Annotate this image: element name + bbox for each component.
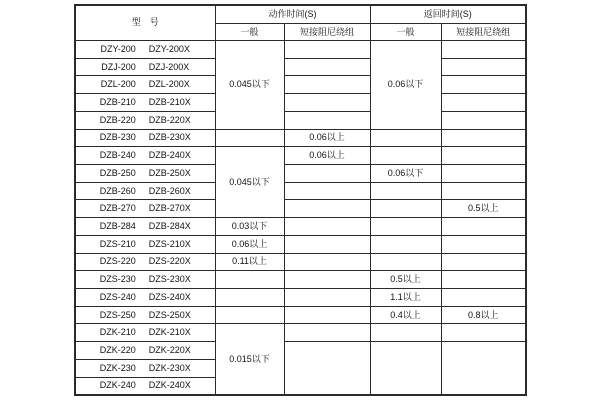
- action-time-group-header: 动作时间(S): [215, 5, 370, 24]
- model-name: DZB-240: [99, 150, 136, 161]
- value-cell-return-general: [370, 253, 441, 271]
- model-cell: [75, 342, 215, 360]
- model-name-x: DZB-260X: [148, 185, 191, 196]
- model-name: DZB-250: [99, 167, 136, 178]
- value-cell-return-general: [370, 182, 441, 200]
- value-cell-action-damping: [284, 306, 370, 324]
- value-cell-return-general: [370, 235, 441, 253]
- value-cell-return-general: 0.5以上: [370, 271, 441, 289]
- return-general-header: 一般: [370, 24, 441, 41]
- header-row-groups: [75, 5, 526, 24]
- value-cell-return-damping: [441, 218, 526, 236]
- value-cell-return-damping: 0.8以上: [441, 306, 526, 324]
- value-cell-return-general: [370, 218, 441, 236]
- model-name-x: DZB-284X: [148, 220, 191, 231]
- table-row: [75, 164, 526, 182]
- model-name-x: DZB-230X: [148, 132, 191, 143]
- value-cell-action-damping: [284, 200, 370, 218]
- model-name: DZK-240: [99, 380, 136, 391]
- model-cell: [75, 111, 215, 129]
- value-cell-action-general: [215, 271, 284, 289]
- model-cell: [75, 58, 215, 76]
- model-cell: [75, 182, 215, 200]
- value-cell-action-damping: [284, 111, 370, 129]
- value-cell-action-damping: [284, 94, 370, 112]
- model-cell: [75, 200, 215, 218]
- value-cell-action-damping: 0.06以上: [284, 147, 370, 165]
- model-name-x: DZL-200X: [148, 79, 190, 90]
- value-cell-return-general: [370, 324, 441, 342]
- value-cell-return-general: 0.06以下: [370, 40, 441, 129]
- value-cell-return-damping: [441, 164, 526, 182]
- value-cell-return-damping: [441, 129, 526, 147]
- model-header-cell: 型 号: [75, 5, 215, 40]
- action-damping-header: 短接阻尼绕组: [284, 24, 370, 41]
- table-row: [75, 94, 526, 112]
- value-cell-return-damping: [441, 76, 526, 94]
- table-row: [75, 235, 526, 253]
- value-cell-action-general: [215, 289, 284, 307]
- table-row: [75, 342, 526, 360]
- return-damping-header: 短接阻尼绕组: [441, 24, 526, 41]
- model-cell: [75, 40, 215, 58]
- value-cell-action-general: 0.11以上: [215, 253, 284, 271]
- value-cell-action-damping: [284, 342, 370, 395]
- value-cell-action-general: 0.045以下: [215, 147, 284, 218]
- model-name: DZJ-200: [101, 61, 136, 72]
- value-cell-action-damping: [284, 58, 370, 76]
- model-name: DZB-270: [99, 203, 136, 214]
- value-cell-return-general: [370, 147, 441, 165]
- model-cell: [75, 147, 215, 165]
- value-cell-return-general: 1.1以上: [370, 289, 441, 307]
- value-cell-return-general: [370, 200, 441, 218]
- value-cell-action-damping: [284, 76, 370, 94]
- table-row: [75, 111, 526, 129]
- model-cell: [75, 164, 215, 182]
- model-cell: [75, 359, 215, 377]
- model-name: DZS-240: [99, 291, 136, 302]
- model-name: DZB-284: [99, 220, 136, 231]
- model-name: DZS-230: [99, 274, 136, 285]
- model-name-x: DZB-250X: [148, 167, 191, 178]
- model-cell: [75, 129, 215, 147]
- value-cell-action-damping: [284, 218, 370, 236]
- table-row: [75, 40, 526, 58]
- relay-spec-table: [74, 4, 527, 396]
- model-name: DZB-260: [99, 185, 136, 196]
- value-cell-action-general: 0.06以上: [215, 235, 284, 253]
- table-row: [75, 76, 526, 94]
- model-name-x: DZK-230X: [148, 362, 191, 373]
- value-cell-return-damping: [441, 182, 526, 200]
- value-cell-action-general: 0.045以下: [215, 40, 284, 129]
- value-cell-return-damping: [441, 40, 526, 58]
- value-cell-action-damping: [284, 289, 370, 307]
- value-cell-return-damping: [441, 253, 526, 271]
- value-cell-return-damping: [441, 342, 526, 395]
- model-name-x: DZK-220X: [148, 345, 191, 356]
- return-time-group-header: 返回时间(S): [370, 5, 526, 24]
- value-cell-action-damping: [284, 182, 370, 200]
- table-row: [75, 306, 526, 324]
- table-row: [75, 200, 526, 218]
- model-name-x: DZS-210X: [148, 238, 191, 249]
- value-cell-return-damping: [441, 111, 526, 129]
- model-name: DZB-220: [99, 114, 136, 125]
- value-cell-action-damping: [284, 253, 370, 271]
- table-row: [75, 289, 526, 307]
- model-name: DZB-210: [99, 96, 136, 107]
- table-row: [75, 129, 526, 147]
- table-row: [75, 182, 526, 200]
- value-cell-return-damping: [441, 147, 526, 165]
- model-name: DZL-200: [100, 79, 136, 90]
- value-cell-action-general: [215, 129, 284, 147]
- value-cell-action-damping: 0.06以上: [284, 129, 370, 147]
- value-cell-action-general: 0.015以下: [215, 324, 284, 395]
- value-cell-return-general: [370, 342, 441, 395]
- model-cell: [75, 306, 215, 324]
- model-cell: [75, 218, 215, 236]
- value-cell-return-damping: [441, 58, 526, 76]
- model-cell: [75, 235, 215, 253]
- value-cell-action-damping: [284, 40, 370, 58]
- model-name-x: DZB-220X: [148, 114, 191, 125]
- table-row: [75, 147, 526, 165]
- table-row: [75, 218, 526, 236]
- model-name: DZK-220: [99, 345, 136, 356]
- table-row: [75, 253, 526, 271]
- model-name-x: DZB-240X: [148, 150, 191, 161]
- model-name-x: DZJ-200X: [148, 61, 190, 72]
- model-name-x: DZY-200X: [148, 43, 190, 54]
- value-cell-return-general: 0.4以上: [370, 306, 441, 324]
- model-name: DZB-230: [99, 132, 136, 143]
- model-cell: [75, 94, 215, 112]
- value-cell-return-damping: [441, 271, 526, 289]
- model-name: DZK-210: [99, 327, 136, 338]
- model-name: DZS-250: [99, 309, 136, 320]
- table-row: [75, 271, 526, 289]
- table-row: [75, 324, 526, 342]
- value-cell-action-damping: [284, 324, 370, 342]
- model-name-x: DZS-250X: [148, 309, 191, 320]
- value-cell-return-damping: [441, 324, 526, 342]
- model-cell: [75, 271, 215, 289]
- value-cell-return-damping: [441, 235, 526, 253]
- action-general-header: 一般: [215, 24, 284, 41]
- value-cell-return-damping: [441, 289, 526, 307]
- model-name-x: DZK-240X: [148, 380, 191, 391]
- model-name: DZK-230: [99, 362, 136, 373]
- model-name-x: DZB-210X: [148, 96, 191, 107]
- model-cell: [75, 253, 215, 271]
- value-cell-return-general: [370, 129, 441, 147]
- table-row: [75, 58, 526, 76]
- value-cell-action-damping: [284, 164, 370, 182]
- model-name-x: DZS-230X: [148, 274, 191, 285]
- value-cell-action-general: 0.03以下: [215, 218, 284, 236]
- value-cell-return-general: 0.06以下: [370, 164, 441, 182]
- value-cell-action-general: [215, 306, 284, 324]
- value-cell-action-damping: [284, 235, 370, 253]
- value-cell-return-damping: [441, 94, 526, 112]
- model-name: DZS-210: [99, 238, 136, 249]
- model-cell: [75, 377, 215, 395]
- model-name: DZS-220: [99, 256, 136, 267]
- model-name-x: DZS-220X: [148, 256, 191, 267]
- model-cell: [75, 289, 215, 307]
- model-name-x: DZK-210X: [148, 327, 191, 338]
- model-name-x: DZB-270X: [148, 203, 191, 214]
- value-cell-action-damping: [284, 271, 370, 289]
- model-cell: [75, 324, 215, 342]
- model-name: DZY-200: [100, 43, 136, 54]
- value-cell-return-damping: 0.5以上: [441, 200, 526, 218]
- model-name-x: DZS-240X: [148, 291, 191, 302]
- model-cell: [75, 76, 215, 94]
